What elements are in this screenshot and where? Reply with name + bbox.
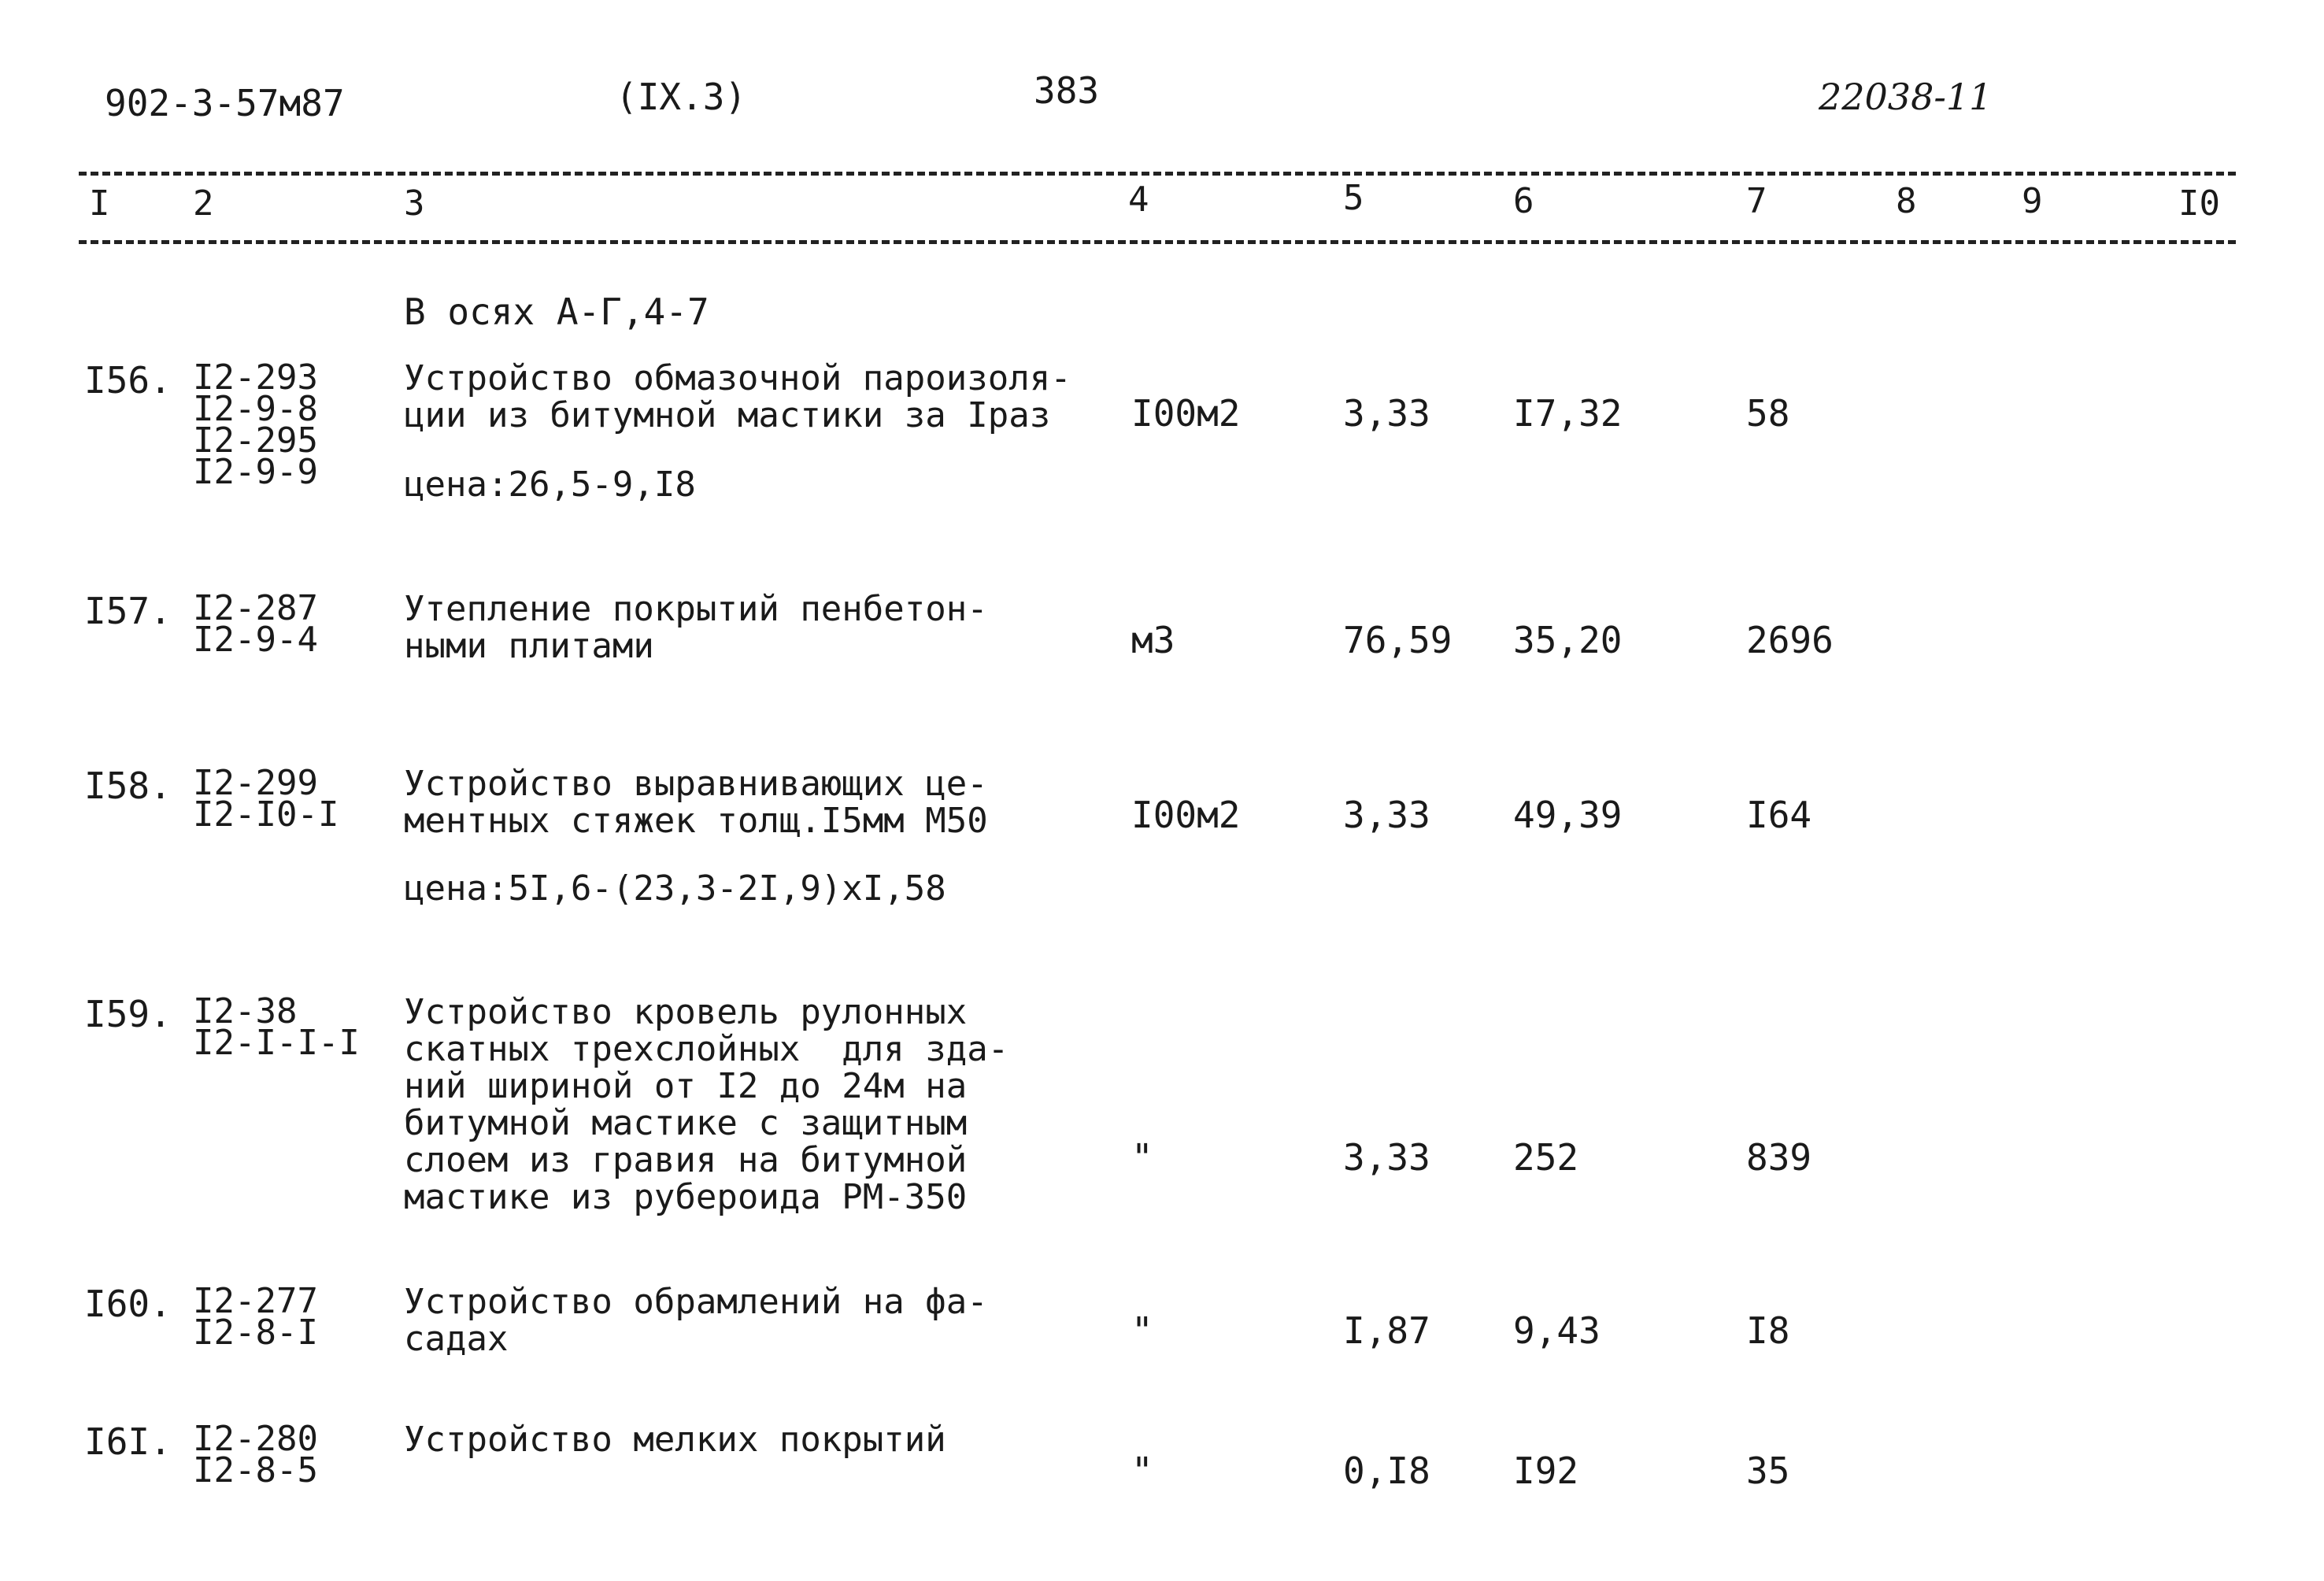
row-code: I2-9-9: [193, 452, 318, 492]
row-quantity: 3,33: [1343, 794, 1430, 836]
section-code: (IX.3): [616, 76, 747, 118]
section-title: В осях А-Г,4-7: [404, 291, 709, 333]
column-header-5: 5: [1343, 178, 1364, 218]
column-header-2: 2: [193, 183, 214, 224]
row-code: I2-277: [193, 1281, 318, 1321]
row-description: Устройство кровель рулонных: [404, 992, 968, 1032]
row-price-note: цена:26,5-9,I8: [404, 465, 696, 505]
row-code: I2-I-I-I: [193, 1023, 360, 1063]
row-quantity: I,87: [1343, 1309, 1430, 1352]
row-unit-price: 49,39: [1513, 794, 1623, 836]
row-description: ментных стяжек толщ.I5мм М50: [404, 801, 988, 841]
row-description: слоем из гравия на битумной: [404, 1140, 968, 1180]
row-code: I2-8-I: [193, 1313, 318, 1353]
handwritten-reference: 22038-11: [1819, 76, 1993, 118]
row-unit-price: 252: [1513, 1136, 1579, 1179]
row-quantity: 3,33: [1343, 392, 1430, 435]
row-description: Устройство мелких покрытий: [404, 1420, 946, 1460]
row-quantity: 0,I8: [1343, 1450, 1430, 1492]
row-code: I2-280: [193, 1419, 318, 1459]
row-total: 839: [1746, 1136, 1812, 1179]
row-total: 35: [1746, 1450, 1790, 1492]
header-rule-bottom: [79, 240, 2236, 244]
row-total: 58: [1746, 392, 1790, 435]
column-header-3: 3: [404, 183, 425, 224]
row-code: I2-287: [193, 588, 318, 628]
row-unit-price: I92: [1513, 1450, 1579, 1492]
row-number: I6I.: [84, 1420, 172, 1463]
column-header-1: I: [89, 183, 110, 224]
row-description: Устройство выравнивающих це-: [404, 764, 988, 804]
row-description: скатных трехслойных для зда-: [404, 1029, 1009, 1069]
header-rule-top: [79, 172, 2236, 176]
row-number: I59.: [84, 993, 172, 1035]
column-header-8: 8: [1896, 181, 1917, 221]
row-number: I57.: [84, 590, 172, 632]
document-number: 902-3-57м87: [105, 82, 345, 124]
row-code: I2-I0-I: [193, 794, 339, 835]
column-header-4: 4: [1128, 180, 1149, 220]
row-number: I60.: [84, 1283, 172, 1325]
row-total: I8: [1746, 1309, 1790, 1352]
row-code: I2-8-5: [193, 1450, 318, 1490]
row-unit: ": [1131, 1136, 1153, 1179]
column-header-10: I0: [2178, 183, 2220, 224]
row-unit: ": [1131, 1450, 1153, 1492]
row-quantity: 3,33: [1343, 1136, 1430, 1179]
row-code: I2-295: [193, 420, 318, 461]
row-description: битумной мастике с защитным: [404, 1103, 968, 1143]
row-total: 2696: [1746, 619, 1834, 661]
row-unit-price: 9,43: [1513, 1309, 1601, 1352]
row-description: Устройство обмазочной пароизоля-: [404, 358, 1071, 398]
row-unit: м3: [1131, 619, 1175, 661]
row-code: I2-9-8: [193, 389, 318, 429]
column-header-9: 9: [2022, 181, 2043, 221]
row-code: I2-299: [193, 763, 318, 803]
row-code: I2-38: [193, 991, 298, 1031]
row-description: Утепление покрытий пенбетон-: [404, 589, 988, 629]
row-price-note: цена:5I,6-(23,3-2I,9)xI,58: [404, 868, 946, 909]
row-unit: I00м2: [1131, 392, 1241, 435]
row-unit: ": [1131, 1309, 1153, 1352]
row-description: ными плитами: [404, 626, 654, 666]
row-code: I2-9-4: [193, 620, 318, 660]
page-number: 383: [1034, 69, 1100, 112]
row-quantity: 76,59: [1343, 619, 1452, 661]
row-number: I56.: [84, 359, 172, 402]
row-number: I58.: [84, 765, 172, 807]
row-unit-price: I7,32: [1513, 392, 1623, 435]
row-description: мастике из рубероида РМ-350: [404, 1177, 968, 1217]
row-unit-price: 35,20: [1513, 619, 1623, 661]
column-header-7: 7: [1746, 181, 1767, 221]
column-header-6: 6: [1513, 181, 1534, 221]
row-description: садах: [404, 1319, 509, 1359]
row-total: I64: [1746, 794, 1812, 836]
row-unit: I00м2: [1131, 794, 1241, 836]
row-description: ции из битумной мастики за Iраз: [404, 395, 1051, 435]
row-description: ний шириной от I2 до 24м на: [404, 1066, 968, 1106]
row-description: Устройство обрамлений на фа-: [404, 1282, 988, 1322]
row-code: I2-293: [193, 357, 318, 398]
